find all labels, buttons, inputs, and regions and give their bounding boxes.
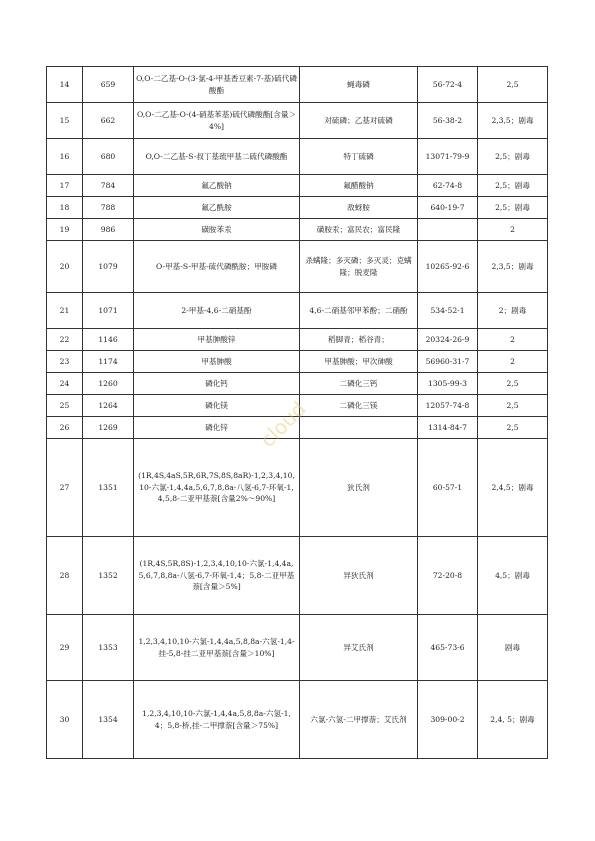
cell-alias: 敌蚜胺 bbox=[300, 197, 418, 219]
cell-note: 2,3,5；剧毒 bbox=[478, 241, 548, 293]
cell-cas: 56960-31-7 bbox=[418, 351, 478, 373]
cell-idx: 21 bbox=[47, 293, 83, 329]
table-row bbox=[47, 67, 548, 103]
cell-no: 1079 bbox=[83, 241, 134, 293]
cell-name: 氟乙酸钠 bbox=[134, 175, 300, 197]
cell-note: 2 bbox=[478, 351, 548, 373]
cell-note: 4,5；剧毒 bbox=[478, 537, 548, 615]
cell-cas: 309-00-2 bbox=[418, 681, 478, 759]
cell-note: 2,5；剧毒 bbox=[478, 175, 548, 197]
cell-cas: 640-19-7 bbox=[418, 197, 478, 219]
cell-cas: 56-72-4 bbox=[418, 67, 478, 103]
cell-idx: 16 bbox=[47, 139, 83, 175]
cell-idx: 19 bbox=[47, 219, 83, 241]
cell-alias: 异艾氏剂 bbox=[300, 615, 418, 681]
table-body bbox=[47, 67, 548, 759]
cell-alias: 特丁硫磷 bbox=[300, 139, 418, 175]
cell-name: O-甲基-S-甲基-硫代磷酰胺；甲胺磷 bbox=[134, 241, 300, 293]
cell-cas: 465-73-6 bbox=[418, 615, 478, 681]
cell-note: 2；剧毒 bbox=[478, 293, 548, 329]
cell-name: (1R,4S,5R,8S)-1,2,3,4,10,10-六氯-1,4,4a,5,6,7,8,8a-八氢-6,7-环氧-1,4；5,8-二亚甲基萘[含量＞5%] bbox=[134, 537, 300, 615]
cell-name: 磺胺苯汞 bbox=[134, 219, 300, 241]
table-row bbox=[47, 293, 548, 329]
cell-cas: 13071-79-9 bbox=[418, 139, 478, 175]
cell-note: 2,4, 5；剧毒 bbox=[478, 681, 548, 759]
cell-alias: 二磷化三镁 bbox=[300, 395, 418, 417]
cell-note: 2,5；剧毒 bbox=[478, 197, 548, 219]
cell-no: 659 bbox=[83, 67, 134, 103]
cell-cas bbox=[418, 219, 478, 241]
cell-no: 1174 bbox=[83, 351, 134, 373]
cell-alias: 异狄氏剂 bbox=[300, 537, 418, 615]
cell-no: 1146 bbox=[83, 329, 134, 351]
cell-no: 662 bbox=[83, 103, 134, 139]
cell-name: 2-甲基-4,6-二硝基酚 bbox=[134, 293, 300, 329]
table-row bbox=[47, 615, 548, 681]
cell-cas: 12057-74-8 bbox=[418, 395, 478, 417]
cell-name: 磷化钙 bbox=[134, 373, 300, 395]
cell-note: 2,5 bbox=[478, 417, 548, 439]
cell-idx: 14 bbox=[47, 67, 83, 103]
cell-alias: 对硫磷；乙基对硫磷 bbox=[300, 103, 418, 139]
cell-no: 788 bbox=[83, 197, 134, 219]
cell-cas: 1314-84-7 bbox=[418, 417, 478, 439]
cell-idx: 25 bbox=[47, 395, 83, 417]
watermark-logo: cloud bbox=[255, 396, 311, 452]
cell-idx: 22 bbox=[47, 329, 83, 351]
cell-no: 986 bbox=[83, 219, 134, 241]
cell-note: 2,3,5；剧毒 bbox=[478, 103, 548, 139]
table-row bbox=[47, 103, 548, 139]
table-row bbox=[47, 351, 548, 373]
table-row bbox=[47, 537, 548, 615]
cell-note: 2 bbox=[478, 329, 548, 351]
cell-alias: 蝇毒磷 bbox=[300, 67, 418, 103]
cell-no: 1351 bbox=[83, 439, 134, 537]
table-row bbox=[47, 241, 548, 293]
cell-name: 磷化锌 bbox=[134, 417, 300, 439]
cell-note: 2,5 bbox=[478, 395, 548, 417]
table-row bbox=[47, 329, 548, 351]
cell-alias bbox=[300, 417, 418, 439]
cell-cas: 1305-99-3 bbox=[418, 373, 478, 395]
cell-no: 1260 bbox=[83, 373, 134, 395]
cell-no: 1352 bbox=[83, 537, 134, 615]
cell-cas: 72-20-8 bbox=[418, 537, 478, 615]
cell-idx: 18 bbox=[47, 197, 83, 219]
cell-idx: 15 bbox=[47, 103, 83, 139]
table-row bbox=[47, 681, 548, 759]
cell-cas: 62-74-8 bbox=[418, 175, 478, 197]
cell-idx: 28 bbox=[47, 537, 83, 615]
cell-alias: 4,6-二硝基邻甲苯酚；二硝酚 bbox=[300, 293, 418, 329]
table-row bbox=[47, 373, 548, 395]
cell-name: O,O-二乙基-O-(4-硝基苯基)硫代磷酸酯[含量＞4%] bbox=[134, 103, 300, 139]
cell-note: 2,5 bbox=[478, 373, 548, 395]
cell-cas: 534-52-1 bbox=[418, 293, 478, 329]
cell-cas: 56-38-2 bbox=[418, 103, 478, 139]
table-row bbox=[47, 197, 548, 219]
table-row bbox=[47, 139, 548, 175]
cell-note: 2 bbox=[478, 219, 548, 241]
cell-cas: 10265-92-6 bbox=[418, 241, 478, 293]
table-row bbox=[47, 175, 548, 197]
cell-alias: 甲基胂酸；甲次砷酸 bbox=[300, 351, 418, 373]
table-row bbox=[47, 439, 548, 537]
cell-note: 2,4,5；剧毒 bbox=[478, 439, 548, 537]
hazardous-chemicals-table bbox=[46, 66, 548, 759]
cell-cas: 20324-26-9 bbox=[418, 329, 478, 351]
cell-idx: 23 bbox=[47, 351, 83, 373]
cell-no: 784 bbox=[83, 175, 134, 197]
cell-idx: 27 bbox=[47, 439, 83, 537]
cell-alias: 狄氏剂 bbox=[300, 439, 418, 537]
cell-alias: 六氯-六氢-二甲撑萘；艾氏剂 bbox=[300, 681, 418, 759]
cell-name: 甲基胂酸 bbox=[134, 351, 300, 373]
cell-alias: 氟醋酸钠 bbox=[300, 175, 418, 197]
table-row bbox=[47, 395, 548, 417]
table-row bbox=[47, 417, 548, 439]
cell-idx: 26 bbox=[47, 417, 83, 439]
cell-idx: 30 bbox=[47, 681, 83, 759]
cell-alias: 磺胺汞；富民农；富民隆 bbox=[300, 219, 418, 241]
cell-name: 氟乙酰胺 bbox=[134, 197, 300, 219]
cell-alias: 二磷化三钙 bbox=[300, 373, 418, 395]
cell-alias: 杀螨隆；多灭磷；多灭灵；克螨隆；脱麦隆 bbox=[300, 241, 418, 293]
cell-idx: 20 bbox=[47, 241, 83, 293]
cell-no: 1269 bbox=[83, 417, 134, 439]
cell-name: O,O-二乙基-O-(3-氯-4-甲基香豆素-7-基)硫代磷酸酯 bbox=[134, 67, 300, 103]
cell-no: 1071 bbox=[83, 293, 134, 329]
cell-note: 2,5 bbox=[478, 67, 548, 103]
cell-no: 1264 bbox=[83, 395, 134, 417]
cell-no: 1353 bbox=[83, 615, 134, 681]
cell-idx: 17 bbox=[47, 175, 83, 197]
cell-cas: 60-57-1 bbox=[418, 439, 478, 537]
cell-note: 剧毒 bbox=[478, 615, 548, 681]
cell-name: 1,2,3,4,10,10-六氯-1,4,4a,5,8,8a-六氢-1,4；5,8-桥,挂-二甲撑萘[含量＞75%] bbox=[134, 681, 300, 759]
cell-name: 1,2,3,4,10,10-六氯-1,4,4a,5,8,8a-六氢-1,4-挂-5,8-挂二亚甲基萘[含量＞10%] bbox=[134, 615, 300, 681]
cell-idx: 29 bbox=[47, 615, 83, 681]
cell-name: (1R,4S,4aS,5R,6R,7S,8S,8aR)-1,2,3,4,10,10-六氯-1,4,4a,5,6,7,8,8a-八氢-6,7-环氧-1,4,5,8-二亚甲基萘[含量2%～90%] bbox=[134, 439, 300, 537]
cell-idx: 24 bbox=[47, 373, 83, 395]
cell-name: 甲基胂酸锌 bbox=[134, 329, 300, 351]
cell-alias: 稻脚青；稻谷青； bbox=[300, 329, 418, 351]
cell-name: 磷化镁 bbox=[134, 395, 300, 417]
cell-note: 2,5；剧毒 bbox=[478, 139, 548, 175]
table-row bbox=[47, 219, 548, 241]
cell-no: 680 bbox=[83, 139, 134, 175]
cell-name: O,O-二乙基-S-叔丁基巯甲基二硫代磷酸酯 bbox=[134, 139, 300, 175]
cell-no: 1354 bbox=[83, 681, 134, 759]
